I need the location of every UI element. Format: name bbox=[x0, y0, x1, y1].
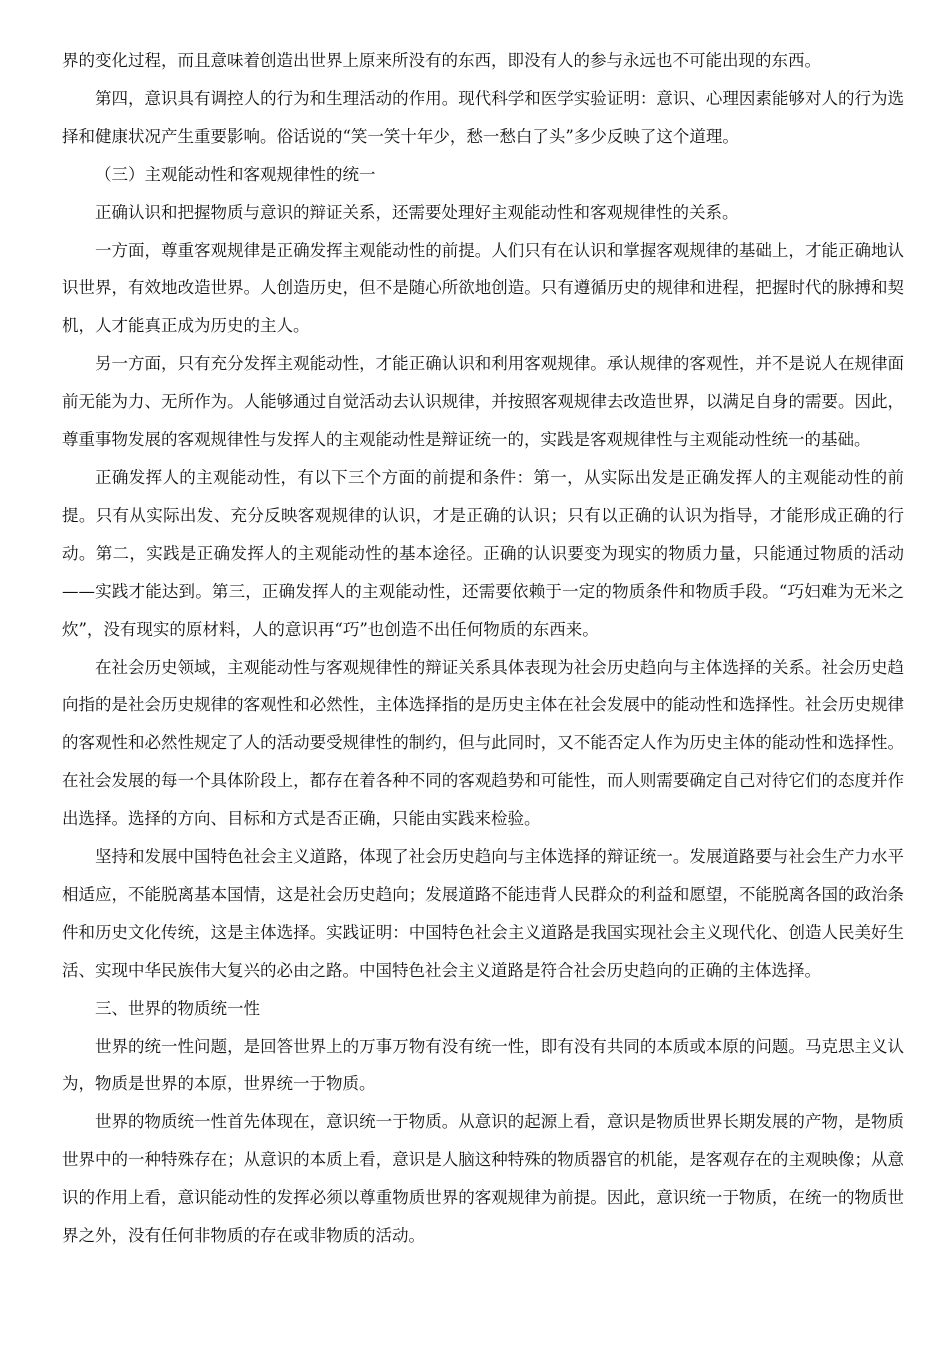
document-page bbox=[62, 42, 904, 1255]
paragraph-unity-question: 世界的统一性问题，是回答世界上的万事万物有没有统一性，即有没有共同的本质或本原的问题。马克思主义认为，物质是世界的本原，世界统一于物质。 bbox=[62, 1036, 904, 1094]
section-heading-subjective-objective: （三）主观能动性和客观规律性的统一 bbox=[95, 164, 376, 184]
paragraph-on-one-hand: 一方面，尊重客观规律是正确发挥主观能动性的前提。人们只有在认识和掌握客观规律的基础上，才能正确地认识世界，有效地改造世界。人创造历史，但不是随心所欲地创造。只有遵循历史的规律和进程，把握时代的脉搏和契机，人才能真正成为历史的主人。 bbox=[62, 240, 904, 336]
paragraph-fourth-point: 第四，意识具有调控人的行为和生理活动的作用。现代科学和医学实验证明：意识、心理因素能够对人的行为选择和健康状况产生重要影响。俗话说的“笑一笑十年少，愁一愁白了头”多少反映了这个道理。 bbox=[62, 88, 904, 146]
paragraph-three-conditions: 正确发挥人的主观能动性，有以下三个方面的前提和条件：第一，从实际出发是正确发挥人的主观能动性的前提。只有从实际出发、充分反映客观规律的认识，才是正确的认识；只有以正确的认识为指导，才能形成正确的行动。第二，实践是正确发挥人的主观能动性的基本途径。正确的认识要变为现实的物质力量，只能通过物质的活动——实践才能达到。第三，正确发挥人的主观能动性，还需要依赖于一定的物质条件和物质手段。“巧妇难为无米之炊”，没有现实的原材料，人的意识再“巧”也创造不出任何物质的东西来。 bbox=[62, 467, 904, 639]
paragraph-chinese-socialism: 坚持和发展中国特色社会主义道路，体现了社会历史趋向与主体选择的辩证统一。发展道路要与社会生产力水平相适应，不能脱离基本国情，这是社会历史趋向；发展道路不能违背人民群众的利益和愿望，不能脱离各国的政治条件和历史文化传统，这是主体选择。实践证明：中国特色社会主义道路是我国实现社会主义现代化、创造人民美好生活、实现中华民族伟大复兴的必由之路。中国特色社会主义道路是符合社会历史趋向的正确的主体选择。 bbox=[62, 847, 904, 980]
paragraph-intro: 正确认识和把握物质与意识的辩证关系，还需要处理好主观能动性和客观规律性的关系。 bbox=[95, 202, 739, 222]
paragraph-consciousness-unity: 世界的物质统一性首先体现在，意识统一于物质。从意识的起源上看，意识是物质世界长期发展的产物，是物质世界中的一种特殊存在；从意识的本质上看，意识是人脑这种特殊的物质器官的机能，是客观存在的主观映像；从意识的作用上看，意识能动性的发挥必须以尊重物质世界的客观规律为前提。因此，意识统一于物质，在统一的物质世界之外，没有任何非物质的存在或非物质的活动。 bbox=[62, 1112, 904, 1246]
paragraph-continuation: 界的变化过程，而且意味着创造出世界上原来所没有的东西，即没有人的参与永远也不可能出现的东西。 bbox=[62, 51, 821, 70]
paragraph-on-other-hand: 另一方面，只有充分发挥主观能动性，才能正确认识和利用客观规律。承认规律的客观性，并不是说人在规律面前无能为力、无所作为。人能够通过自觉活动去认识规律，并按照客观规律去改造世界，以满足自身的需要。因此，尊重事物发展的客观规律性与发挥人的主观能动性是辩证统一的，实践是客观规律性与主观能动性统一的基础。 bbox=[62, 354, 904, 450]
paragraph-social-history: 在社会历史领域，主观能动性与客观规律性的辩证关系具体表现为社会历史趋向与主体选择的关系。社会历史趋向指的是社会历史规律的客观性和必然性，主体选择指的是历史主体在社会发展中的能动性和选择性。社会历史规律的客观性和必然性规定了人的活动要受规律性的制约，但与此同时，又不能否定人作为历史主体的能动性和选择性。在社会发展的每一个具体阶段上，都存在着各种不同的客观趋势和可能性，而人则需要确定自己对待它们的态度并作出选择。选择的方向、目标和方式是否正确，只能由实践来检验。 bbox=[62, 657, 904, 829]
section-heading-material-unity: 三、世界的物质统一性 bbox=[95, 998, 260, 1018]
